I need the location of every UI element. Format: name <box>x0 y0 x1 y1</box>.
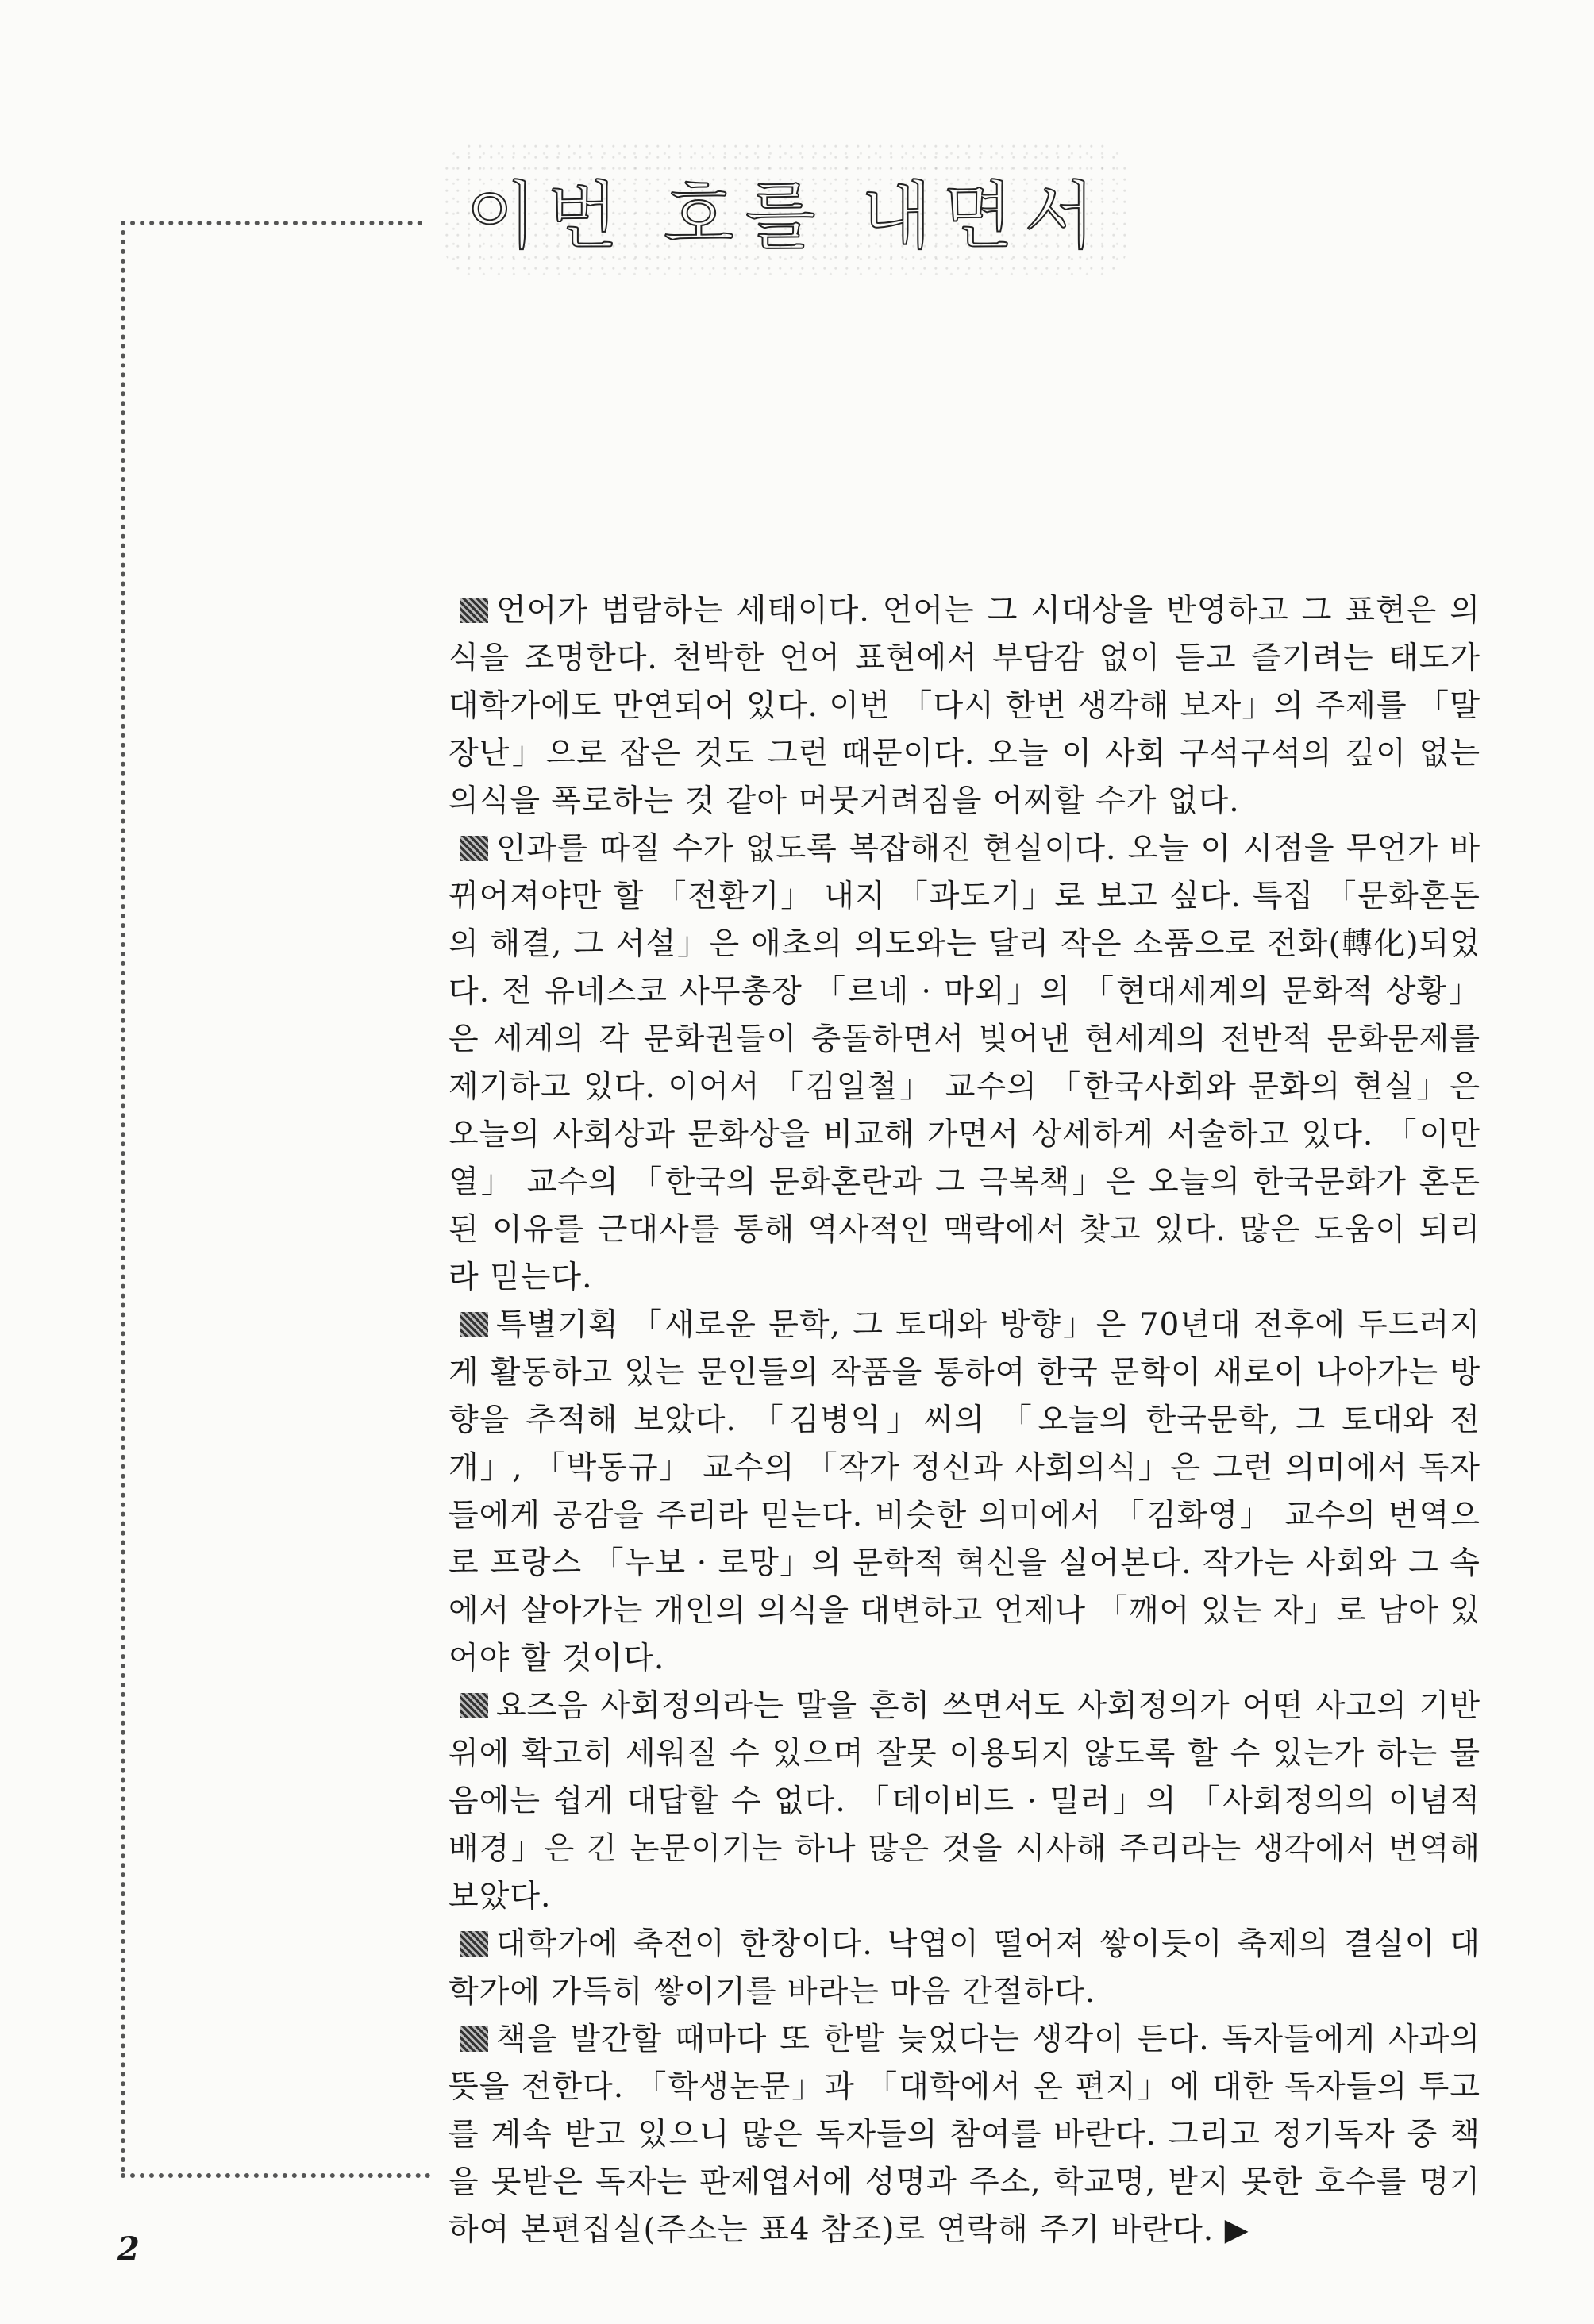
paragraph-marker-icon <box>460 1693 488 1718</box>
paragraph-marker-icon <box>460 2026 488 2052</box>
paragraph-marker-icon <box>460 1312 488 1337</box>
paragraph-text: 대학가에 축전이 한창이다. 낙엽이 떨어져 쌓이듯이 축제의 결실이 대학가에 가득히 쌓이기를 바라는 마음 간절하다. <box>449 1926 1480 2010</box>
frame-top-border <box>121 221 422 225</box>
paragraph <box>449 2016 1480 2254</box>
page-title: 이번 호를 내면서 <box>465 174 1107 259</box>
paragraph-text: 요즈음 사회정의라는 말을 흔히 쓰면서도 사회정의가 어떤 사고의 기반 위에 확고히 세워질 수 있으며 잘못 이용되지 않도록 할 수 있는가 하는 물음에는 쉽게 대답할 수 없다. 「데이비드 · 밀러」의 「사회정의의 이념적 배경」은 긴 논문이기는 하나 많은 것을 시사해 주리라는 생각에서 번역해 보았다. <box>449 1688 1480 1914</box>
paragraph-marker-icon <box>460 1931 488 1957</box>
frame-left-border <box>121 221 125 2173</box>
paragraph-marker-icon <box>460 836 488 861</box>
title-banner <box>445 143 1127 278</box>
paragraph-marker-icon <box>460 598 488 623</box>
paragraph <box>449 587 1480 825</box>
paragraph-text: 언어가 범람하는 세태이다. 언어는 그 시대상을 반영하고 그 표현은 의식을 조명한다. 천박한 언어 표현에서 부담감 없이 듣고 즐기려는 태도가 대학가에도 만연되어 있다. 이번 「다시 한번 생각해 보자」의 주제를 「말장난」으로 잡은 것도 그런 때문이다. 오늘 이 사회 구석구석의 깊이 없는 의식을 폭로하는 것 같아 머뭇거려짐을 어찌할 수가 없다. <box>449 593 1480 819</box>
page-number: 2 <box>117 2230 140 2268</box>
paragraph <box>449 1921 1480 2016</box>
paragraph <box>449 1683 1480 1921</box>
paragraph <box>449 1302 1480 1683</box>
editorial-body <box>449 587 1480 2254</box>
paragraph-text: 책을 발간할 때마다 또 한발 늦었다는 생각이 든다. 독자들에게 사과의 뜻을 전한다. 「학생논문」과 「대학에서 온 편지」에 대한 독자들의 투고를 계속 받고 있으니 많은 독자들의 참여를 바란다. 그리고 정기독자 중 책을 못받은 독자는 판제엽서에 성명과 주소, 학교명, 받지 못한 호수를 명기하여 본편집실(주소는 표4 참조)로 연락해 주기 바란다. ▶ <box>449 2022 1480 2248</box>
paragraph-text: 특별기획 「새로운 문학, 그 토대와 방향」은 70년대 전후에 두드러지게 활동하고 있는 문인들의 작품을 통하여 한국 문학이 새로이 나아가는 방향을 추적해 보았다. 「김병익」씨의 「오늘의 한국문학, 그 토대와 전개」, 「박동규」 교수의 「작가 정신과 사회의식」은 그런 의미에서 독자들에게 공감을 주리라 믿는다. 비슷한 의미에서 「김화영」 교수의 번역으로 프랑스 「누보 · 로망」의 문학적 혁신을 실어본다. 작가는 사회와 그 속에서 살아가는 개인의 의식을 대변하고 언제나 「깨어 있는 자」로 남아 있어야 할 것이다. <box>449 1307 1480 1676</box>
frame-bottom-border <box>121 2173 430 2178</box>
paragraph <box>449 825 1480 1302</box>
paragraph-text: 인과를 따질 수가 없도록 복잡해진 현실이다. 오늘 이 시점을 무언가 바뀌어져야만 할 「전환기」 내지 「과도기」로 보고 싶다. 특집 「문화혼돈의 해결, 그 서설」은 애초의 의도와는 달리 작은 소품으로 전화(轉化)되었다. 전 유네스코 사무총장 「르네 · 마외」의 「현대세계의 문화적 상황」은 세계의 각 문화권들이 충돌하면서 빚어낸 현세계의 전반적 문화문제를 제기하고 있다. 이어서 「김일철」 교수의 「한국사회와 문화의 현실」은 오늘의 사회상과 문화상을 비교해 가면서 상세하게 서술하고 있다. 「이만열」 교수의 「한국의 문화혼란과 그 극복책」은 오늘의 한국문화가 혼돈된 이유를 근대사를 통해 역사적인 맥락에서 찾고 있다. 많은 도움이 되리라 믿는다. <box>449 831 1480 1295</box>
